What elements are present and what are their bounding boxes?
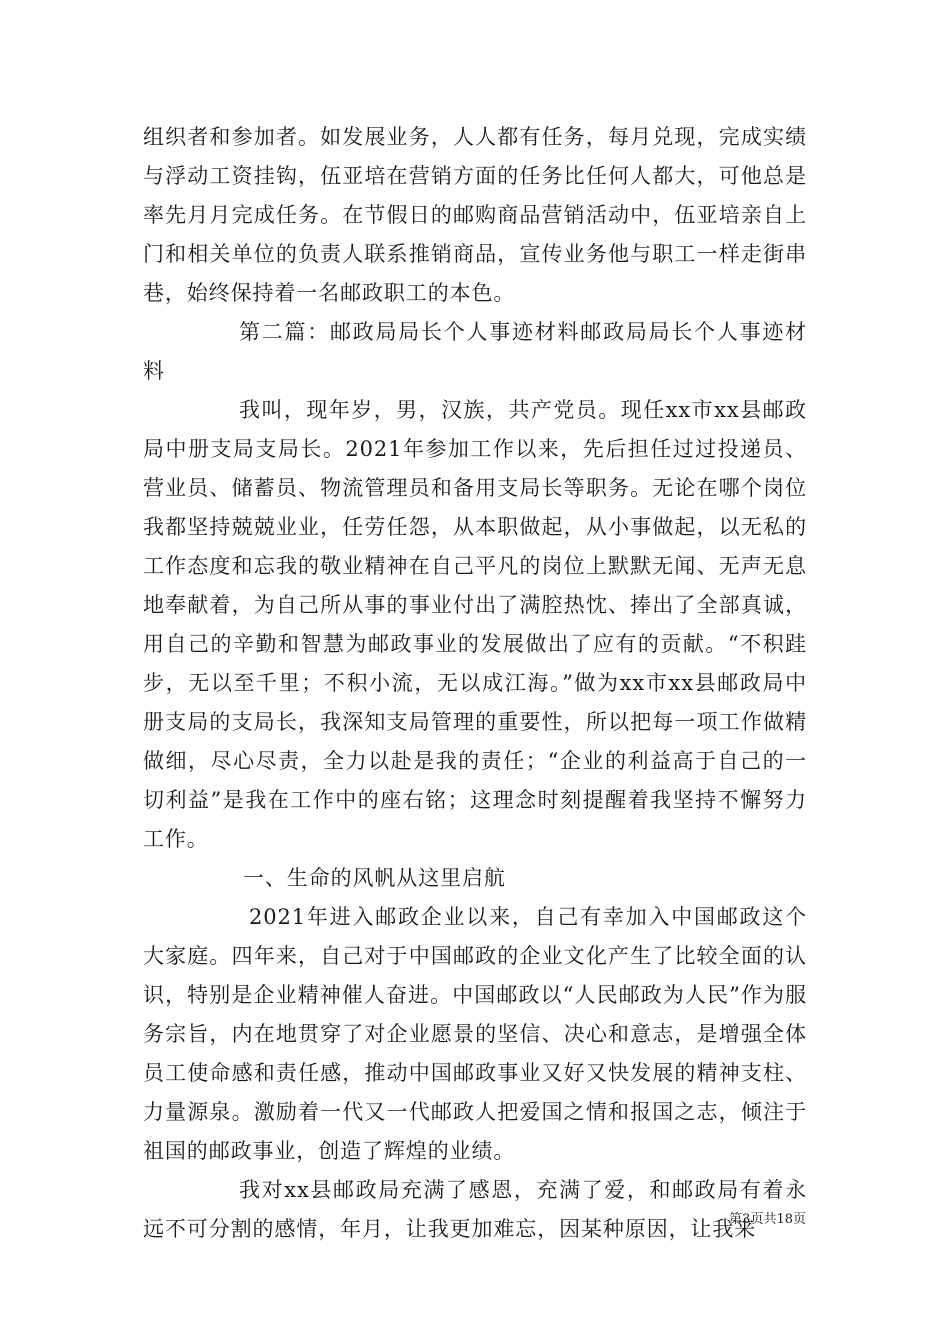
section-heading-chapter-two: 第二篇：邮政局局长个人事迹材料邮政局局长个人事迹材料 (143, 320, 807, 383)
page-number-footer: 第3页共18页 (729, 1212, 806, 1227)
section-heading-one: 一、生命的风帆从这里启航 (243, 866, 506, 890)
paragraph-joining-postal: 2021年进入邮政企业以来，自己有幸加入中国邮政这个大家庭。四年来，自己对于中国邮政的企业文化产生了比较全面的认识，特别是企业精神催人奋进。中国邮政以“人民邮政为人民”作为服务宗旨，内在地贯穿了对企业愿景的坚信、决心和意志，是增强全体员工使命感和责任感，推动中国邮政事业又好又快发展的精神支柱、力量源泉。激励着一代又一代邮政人把爱国之情和报国之志，倾注于祖国的邮政事业，创造了辉煌的业绩。 (143, 905, 807, 1163)
document-body (143, 118, 807, 1249)
paragraph-gratitude: 我对xx县邮政局充满了感恩，充满了爱，和邮政局有着永远不可分割的感情，年月，让我更加难忘，因某种原因，让我来 (143, 1178, 807, 1241)
paragraph-continuation: 组织者和参加者。如发展业务，人人都有任务，每月兑现，完成实绩与浮动工资挂钩，伍亚培在营销方面的任务比任何人都大，可他总是率先月月完成任务。在节假日的邮购商品营销活动中，伍亚培亲自上门和相关单位的负责人联系推销商品，宣传业务他与职工一样走街串巷，始终保持着一名邮政职工的本色。 (143, 125, 807, 305)
paragraph-self-introduction: 我叫，现年岁，男，汉族，共产党员。现任xx市xx县邮政局中册支局支局长。2021年参加工作以来，先后担任过过投递员、营业员、储蓄员、物流管理员和备用支局长等职务。无论在哪个岗位我都坚持兢兢业业，任劳任怨，从本职做起，从小事做起，以无私的工作态度和忘我的敬业精神在自己平凡的岗位上默默无闻、无声无息地奉献着，为自己所从事的事业付出了满腔热忱、捧出了全部真诚，用自己的辛勤和智慧为邮政事业的发展做出了应有的贡献。“不积跬步，无以至千里；不积小流，无以成江海。”做为xx市xx县邮政局中册支局的支局长，我深知支局管理的重要性，所以把每一项工作做精做细，尽心尽责，全力以赴是我的责任；“企业的利益高于自己的一切利益”是我在工作中的座右铭；这理念时刻提醒着我坚持不懈努力工作。 (143, 398, 807, 851)
